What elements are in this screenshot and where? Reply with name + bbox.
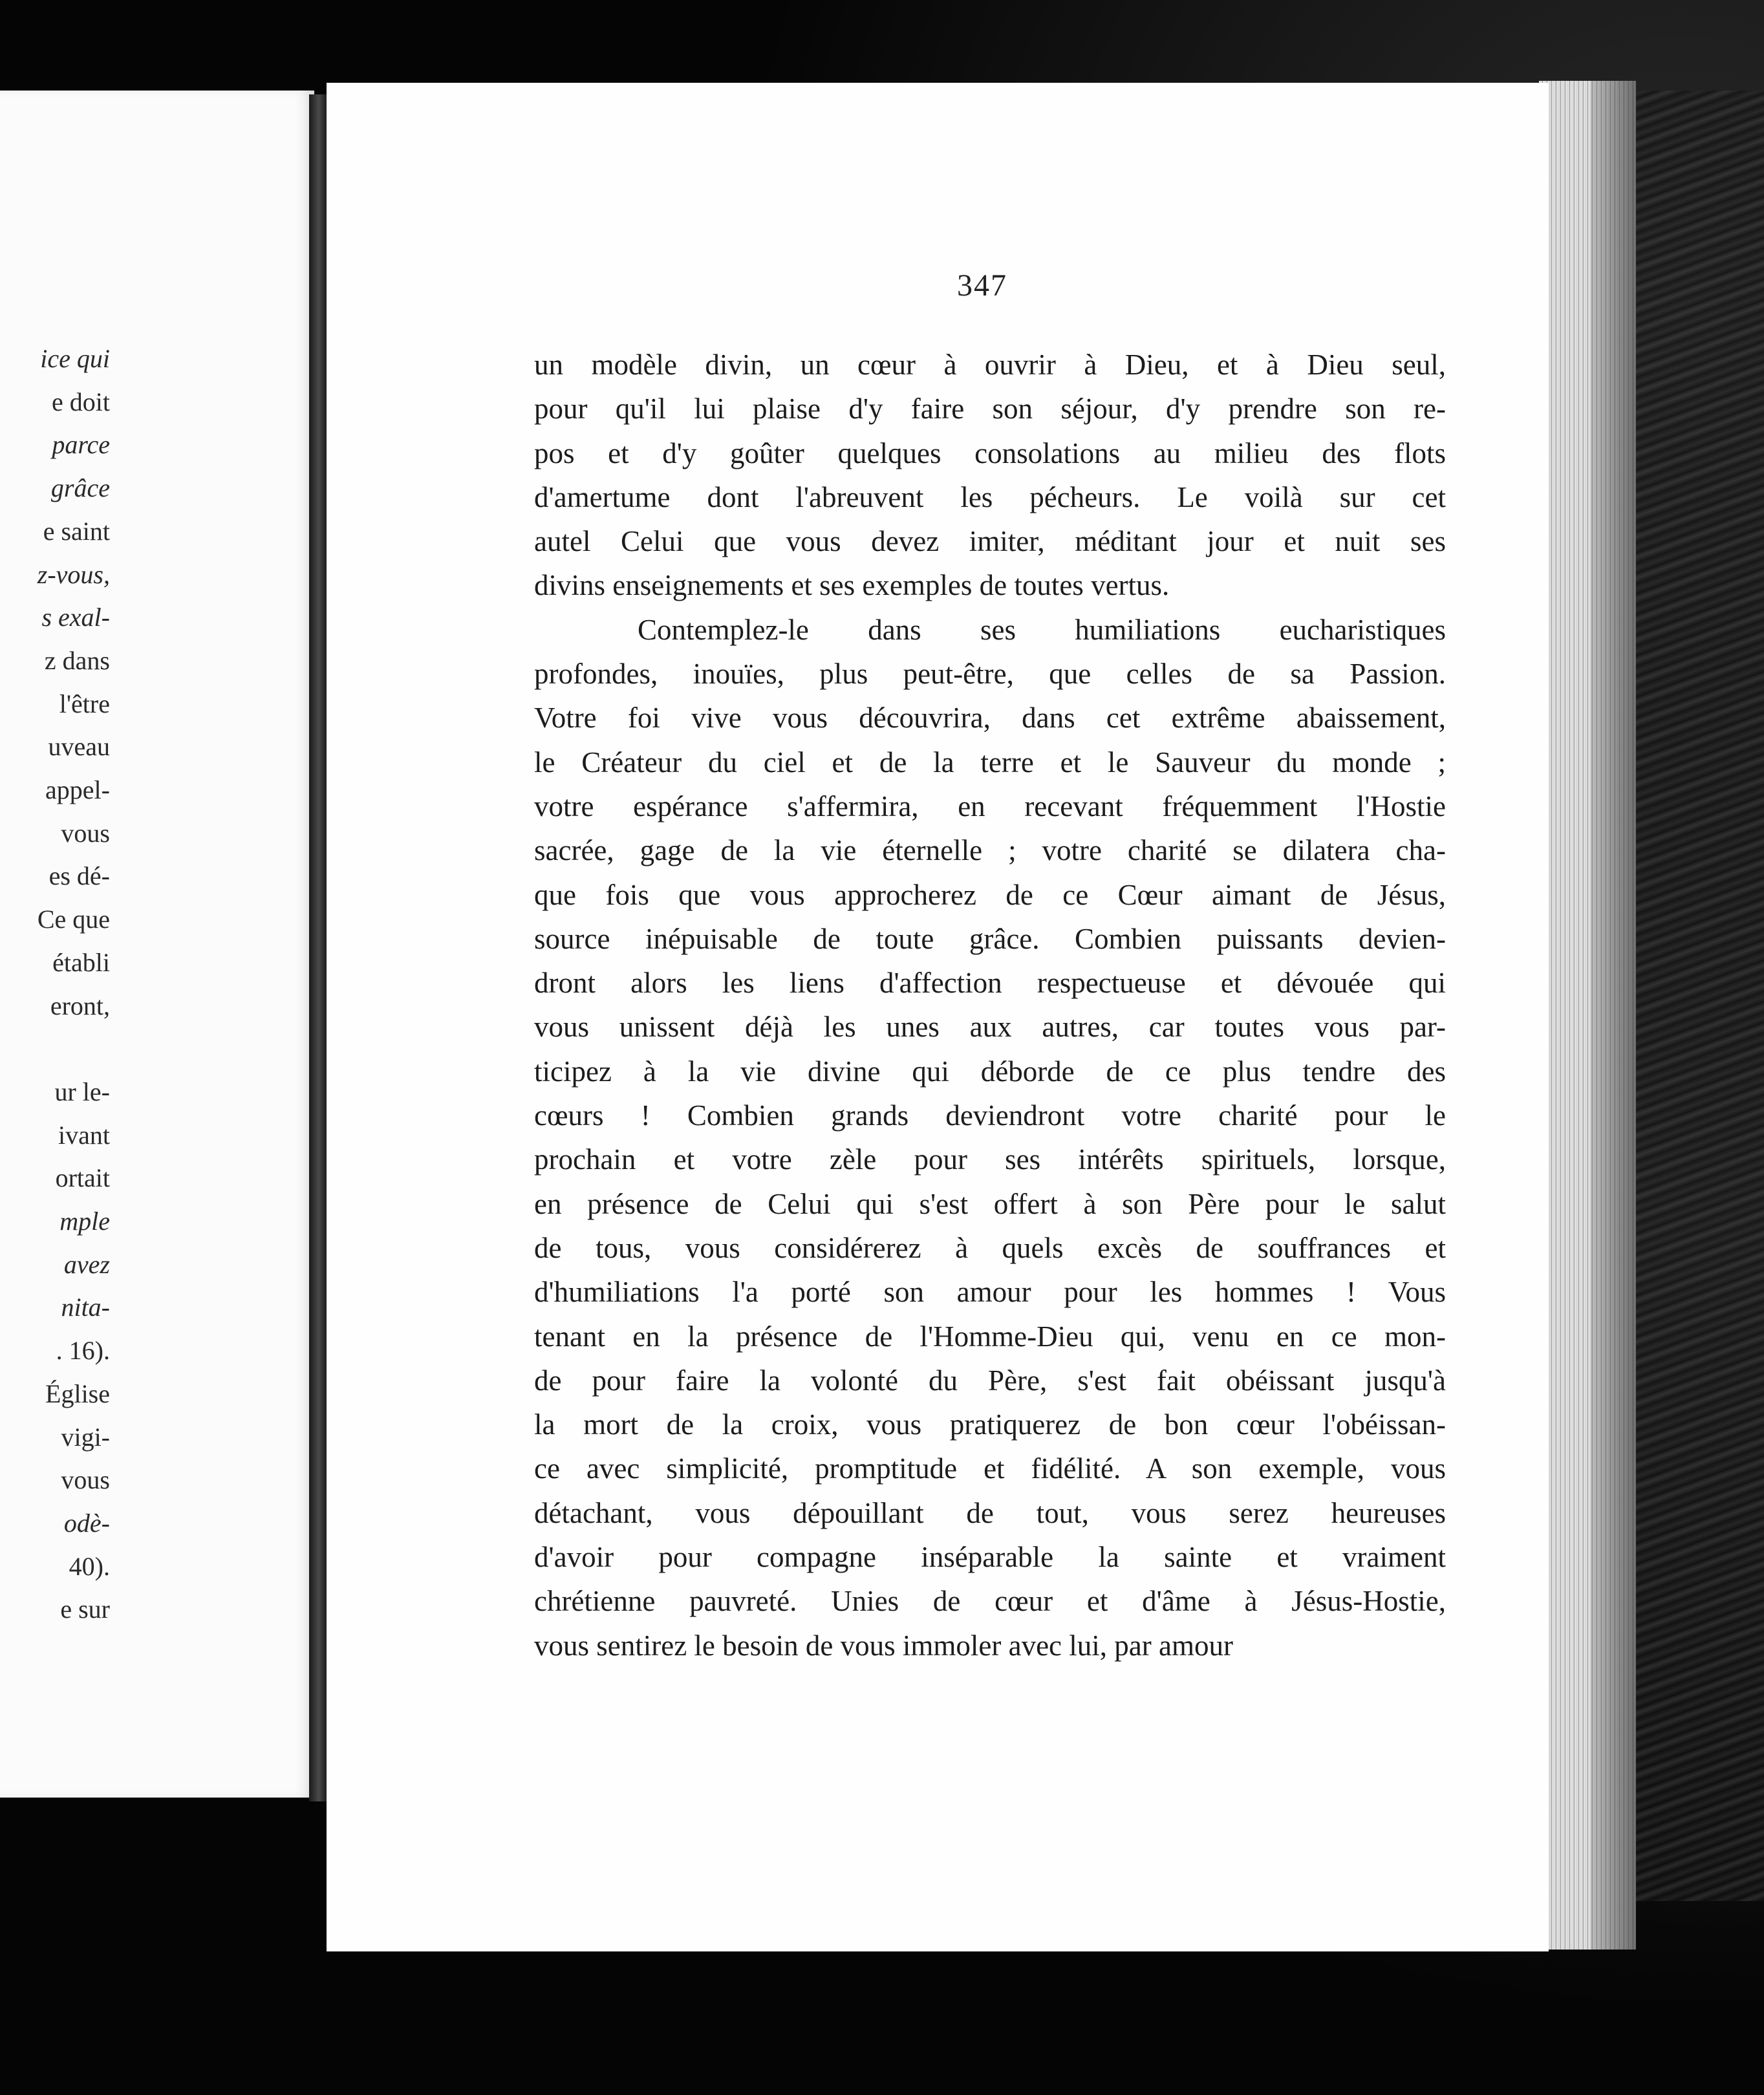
left-page-fragment: e sur: [60, 1595, 110, 1624]
text-line: la mort de la croix, vous pratiquerez de bon cœur l'obéissan-: [534, 1408, 1446, 1441]
left-page-fragment: z dans: [44, 645, 110, 675]
left-page-fragment: nita-: [61, 1293, 110, 1322]
text-line: profondes, inouïes, plus peut-être, que celles de sa Passion.: [534, 658, 1446, 691]
left-page-fragment: e saint: [43, 516, 110, 546]
text-line: divins enseignements et ses exemples de toutes vertus.: [534, 569, 1170, 602]
text-line: sacrée, gage de la vie éternelle ; votre charité se dilatera cha-: [534, 834, 1446, 867]
text-line: Votre foi vive vous découvrira, dans cet extrême abaissement,: [534, 702, 1446, 735]
text-line: de pour faire la volonté du Père, s'est fait obéissant jusqu'à: [534, 1364, 1446, 1397]
text-line: chrétienne pauvreté. Unies de cœur et d'âme à Jésus-Hostie,: [534, 1585, 1446, 1618]
left-page-fragment: avez: [63, 1249, 110, 1279]
text-line: autel Celui que vous devez imiter, méditant jour et nuit ses: [534, 525, 1446, 558]
text-line: pos et d'y goûter quelques consolations au milieu des flots: [534, 436, 1446, 469]
left-page-fragment: ortait: [55, 1163, 110, 1193]
left-page-fragment: odè-: [63, 1508, 110, 1538]
left-page-fragment: ice qui: [40, 344, 110, 373]
left-page-fragment: mple: [59, 1207, 110, 1236]
page-edges-shadow: [1591, 81, 1636, 1950]
text-line: ce avec simplicité, promptitude et fidélité. A son exemple, vous: [534, 1452, 1446, 1485]
text-line: prochain et votre zèle pour ses intérêts spirituels, lorsque,: [534, 1143, 1446, 1176]
left-page-fragment: parce: [52, 430, 110, 460]
text-line: d'humiliations l'a porté son amour pour les hommes ! Vous: [534, 1276, 1446, 1309]
text-line: source inépuisable de toute grâce. Combien puissants devien-: [534, 922, 1446, 955]
text-line: vous sentirez le besoin de vous immoler avec lui, par amour: [534, 1629, 1233, 1662]
left-page-fragment: vigi-: [61, 1422, 110, 1452]
text-line: pour qu'il lui plaise d'y faire son séjour, d'y prendre son re-: [534, 392, 1446, 425]
page-number: 347: [957, 268, 1007, 303]
body-text: [534, 343, 1446, 1668]
text-line: de tous, vous considérerez à quels excès de souffrances et: [534, 1231, 1446, 1264]
text-line: votre espérance s'affermira, en recevant fréquemment l'Hostie: [534, 790, 1446, 822]
left-page-fragment: z-vous,: [37, 559, 110, 589]
text-line: vous unissent déjà les unes aux autres, car toutes vous par-: [534, 1011, 1446, 1044]
left-page-fragment: 40).: [69, 1551, 110, 1581]
left-page-text-fragments: [0, 338, 110, 1734]
left-page-fragment: uveau: [48, 732, 110, 762]
text-line: le Créateur du ciel et de la terre et le Sauveur du monde ;: [534, 746, 1446, 779]
left-page-fragment: es dé-: [48, 861, 110, 891]
left-page-fragment: e doit: [52, 387, 110, 416]
text-line: que fois que vous approcherez de ce Cœur aimant de Jésus,: [534, 878, 1446, 911]
left-page-fragment: appel-: [45, 775, 110, 804]
left-page-fragment: établi: [52, 947, 110, 977]
left-page-fragment: eront,: [50, 991, 110, 1020]
left-page-fragment: ur le-: [54, 1077, 110, 1106]
text-line: ticipez à la vie divine qui déborde de ce plus tendre des: [534, 1055, 1446, 1088]
left-page-fragment: Église: [45, 1379, 110, 1408]
left-page-fragment: Ce que: [37, 905, 110, 934]
left-page-fragment: vous: [61, 818, 110, 848]
left-page-fragment: . 16).: [56, 1336, 110, 1366]
text-line: dront alors les liens d'affection respectueuse et dévouée qui: [534, 967, 1446, 1000]
text-line: détachant, vous dépouillant de tout, vous serez heureuses: [534, 1496, 1446, 1529]
book-gutter: [309, 94, 328, 1801]
text-line: d'avoir pour compagne inséparable la sainte et vraiment: [534, 1541, 1446, 1574]
text-line: un modèle divin, un cœur à ouvrir à Dieu, et à Dieu seul,: [534, 349, 1446, 381]
text-line: d'amertume dont l'abreuvent les pécheurs. Le voilà sur cet: [534, 480, 1446, 513]
text-line: tenant en la présence de l'Homme-Dieu qui, venu en ce mon-: [534, 1320, 1446, 1353]
text-line: cœurs ! Combien grands deviendront votre charité pour le: [534, 1099, 1446, 1132]
left-page-fragment: ivant: [58, 1120, 110, 1150]
text-line: Contemplez-le dans ses humiliations eucharistiques: [638, 613, 1446, 646]
left-page-fragment: grâce: [50, 473, 110, 503]
left-page-fragment: vous: [61, 1465, 110, 1495]
left-page-fragment: s exal-: [41, 603, 110, 632]
text-line: en présence de Celui qui s'est offert à son Père pour le salut: [534, 1187, 1446, 1220]
left-page-fragment: l'être: [59, 689, 110, 718]
